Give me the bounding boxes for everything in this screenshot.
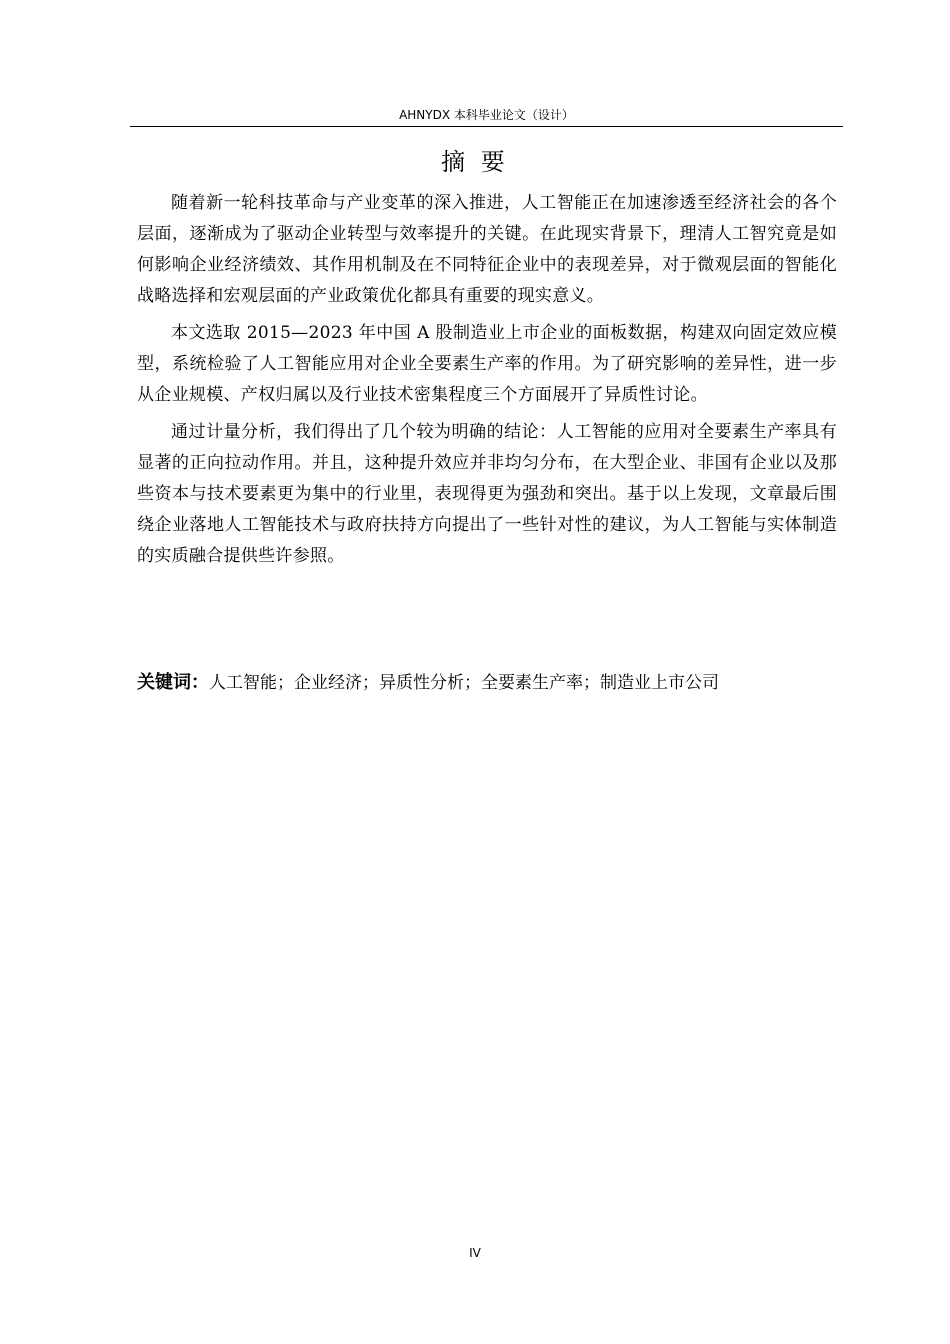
page-title: 摘 要 bbox=[441, 148, 509, 176]
keywords-value: 人工智能；企业经济；异质性分析；全要素生产率；制造业上市公司 bbox=[209, 673, 719, 693]
keywords-line bbox=[137, 668, 837, 698]
page-header bbox=[130, 104, 843, 127]
abstract-paragraph-2: 本文选取 2015—2023 年中国 A 股制造业上市企业的面板数据，构建双向固定效应模型，系统检验了人工智能应用对企业全要素生产率的作用。为了研究影响的差异性，进一步从企业规模、产权归属以及行业技术密集程度三个方面展开了异质性讨论。 bbox=[137, 323, 837, 405]
page-header-text: AHNYDX 本科毕业论文（设计） bbox=[399, 108, 574, 122]
page-number: IV bbox=[469, 1246, 481, 1260]
abstract-body bbox=[137, 188, 837, 578]
abstract-paragraph-3: 通过计量分析，我们得出了几个较为明确的结论：人工智能的应用对全要素生产率具有显著的正向拉动作用。并且，这种提升效应并非均匀分布，在大型企业、非国有企业以及那些资本与技术要素更为集中的行业里，表现得更为强劲和突出。基于以上发现，文章最后围绕企业落地人工智能技术与政府扶持方向提出了一些针对性的建议，为人工智能与实体制造的实质融合提供些许参照。 bbox=[137, 422, 837, 566]
abstract-paragraph-1: 随着新一轮科技革命与产业变革的深入推进，人工智能正在加速渗透至经济社会的各个层面，逐渐成为了驱动企业转型与效率提升的关键。在此现实背景下，理清人工智究竟是如何影响企业经济绩效、其作用机制及在不同特征企业中的表现差异，对于微观层面的智能化战略选择和宏观层面的产业政策优化都具有重要的现实意义。 bbox=[137, 193, 837, 306]
keywords-label: 关键词： bbox=[137, 672, 209, 693]
